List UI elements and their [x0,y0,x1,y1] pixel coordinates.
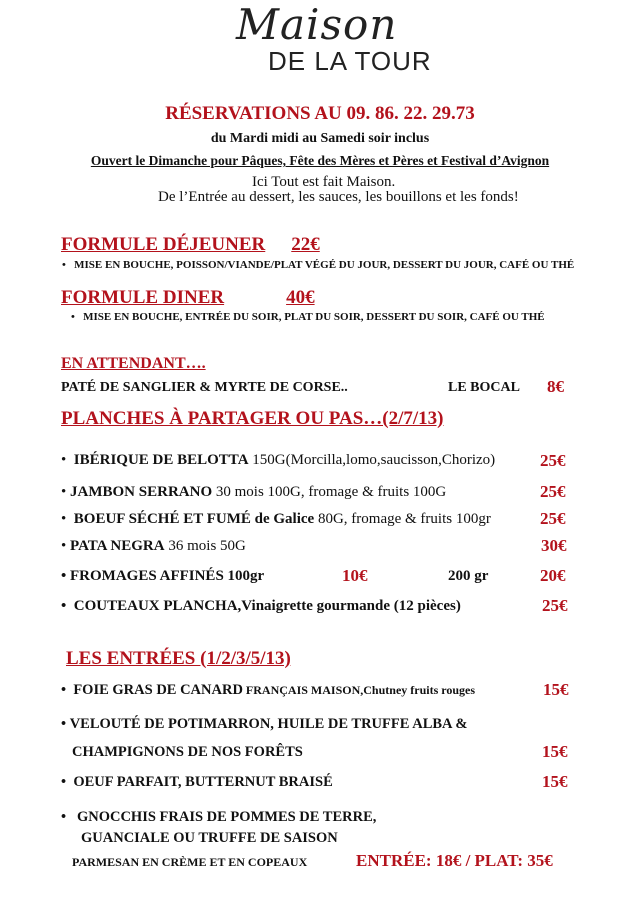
menu-item-size-large: 200 gr [448,568,489,584]
menu-item-price: 20€ [540,566,566,585]
menu-item-price: 25€ [540,509,566,528]
logo-script: Maison [236,0,398,49]
menu-item-price: 25€ [540,451,566,470]
house-made-detail: De l’Entrée au dessert, les sauces, les bouillons et les fonds! [158,189,519,205]
menu-item: • FROMAGES AFFINÉS 100gr [61,568,265,584]
menu-item-line3: PARMESAN EN CRÈME ET EN COPEAUX [72,855,308,869]
opening-hours: du Mardi midi au Samedi soir inclus [210,131,430,146]
reservations-phone: RÉSERVATIONS AU 09. 86. 22. 29.73 [165,103,475,124]
menu-item-price: 15€ [542,742,568,761]
menu-item-price-small: 10€ [342,566,368,585]
formule-dejeuner-desc: • MISE EN BOUCHE, POISSON/VIANDE/PLAT VÉGÉ DU JOUR, DESSERT DU JOUR, CAFÉ OU THÉ [62,259,575,271]
menu-item: • FOIE GRAS DE CANARD FRANÇAIS MAISON,Chutney fruits rouges [61,682,476,698]
menu-item-price: 25€ [542,596,568,615]
menu-item: • VELOUTÉ DE POTIMARRON, HUILE DE TRUFFE ALBA & [61,716,468,732]
menu-item: • IBÉRIQUE DE BELOTTA 150G(Morcilla,lomo,saucisson,Chorizo) [61,452,496,468]
menu-item: • JAMBON SERRANO 30 mois 100G, fromage & fruits 100G [61,484,447,500]
planches-title: PLANCHES À PARTAGER OU PAS…(2/7/13) [61,408,444,429]
logo-subtitle: DE LA TOUR [268,46,432,76]
entrees-title: LES ENTRÉES (1/2/3/5/13) [66,648,291,669]
menu-item: • BOEUF SÉCHÉ ET FUMÉ de Galice 80G, fromage & fruits 100gr [61,511,491,527]
menu-item: • OEUF PARFAIT, BUTTERNUT BRAISÉ [61,774,333,790]
en-attendant-size: LE BOCAL [448,380,520,395]
sunday-opening: Ouvert le Dimanche pour Pâques, Fête des Mères et Pères et Festival d’Avignon [90,153,550,168]
menu-item-line2: GUANCIALE OU TRUFFE DE SAISON [81,830,338,846]
en-attendant-title: EN ATTENDANT…. [61,355,206,372]
menu-item-price: 30€ [541,536,567,555]
formule-diner-desc: • MISE EN BOUCHE, ENTRÉE DU SOIR, PLAT DU SOIR, DESSERT DU SOIR, CAFÉ OU THÉ [71,311,545,323]
menu-item: • GNOCCHIS FRAIS DE POMMES DE TERRE, [61,809,377,825]
house-made-note: Ici Tout est fait Maison. [252,174,396,190]
menu-item-price: ENTRÉE: 18€ / PLAT: 35€ [356,851,553,870]
menu-item: • PATA NEGRA 36 mois 50G [61,538,246,554]
menu-item-price: 15€ [543,680,569,699]
menu-item-price: 15€ [542,772,568,791]
en-attendant-item: PATÉ DE SANGLIER & MYRTE DE CORSE.. [61,380,348,395]
menu-item-line2: CHAMPIGNONS DE NOS FORÊTS [72,744,303,760]
en-attendant-price: 8€ [547,377,564,396]
menu-item-price: 25€ [540,482,566,501]
menu-item: • COUTEAUX PLANCHA,Vinaigrette gourmande (12 pièces) [61,598,461,614]
formule-dejeuner-title: FORMULE DÉJEUNER 22€ [61,234,320,255]
formule-diner-title: FORMULE DINER 40€ [61,287,315,308]
